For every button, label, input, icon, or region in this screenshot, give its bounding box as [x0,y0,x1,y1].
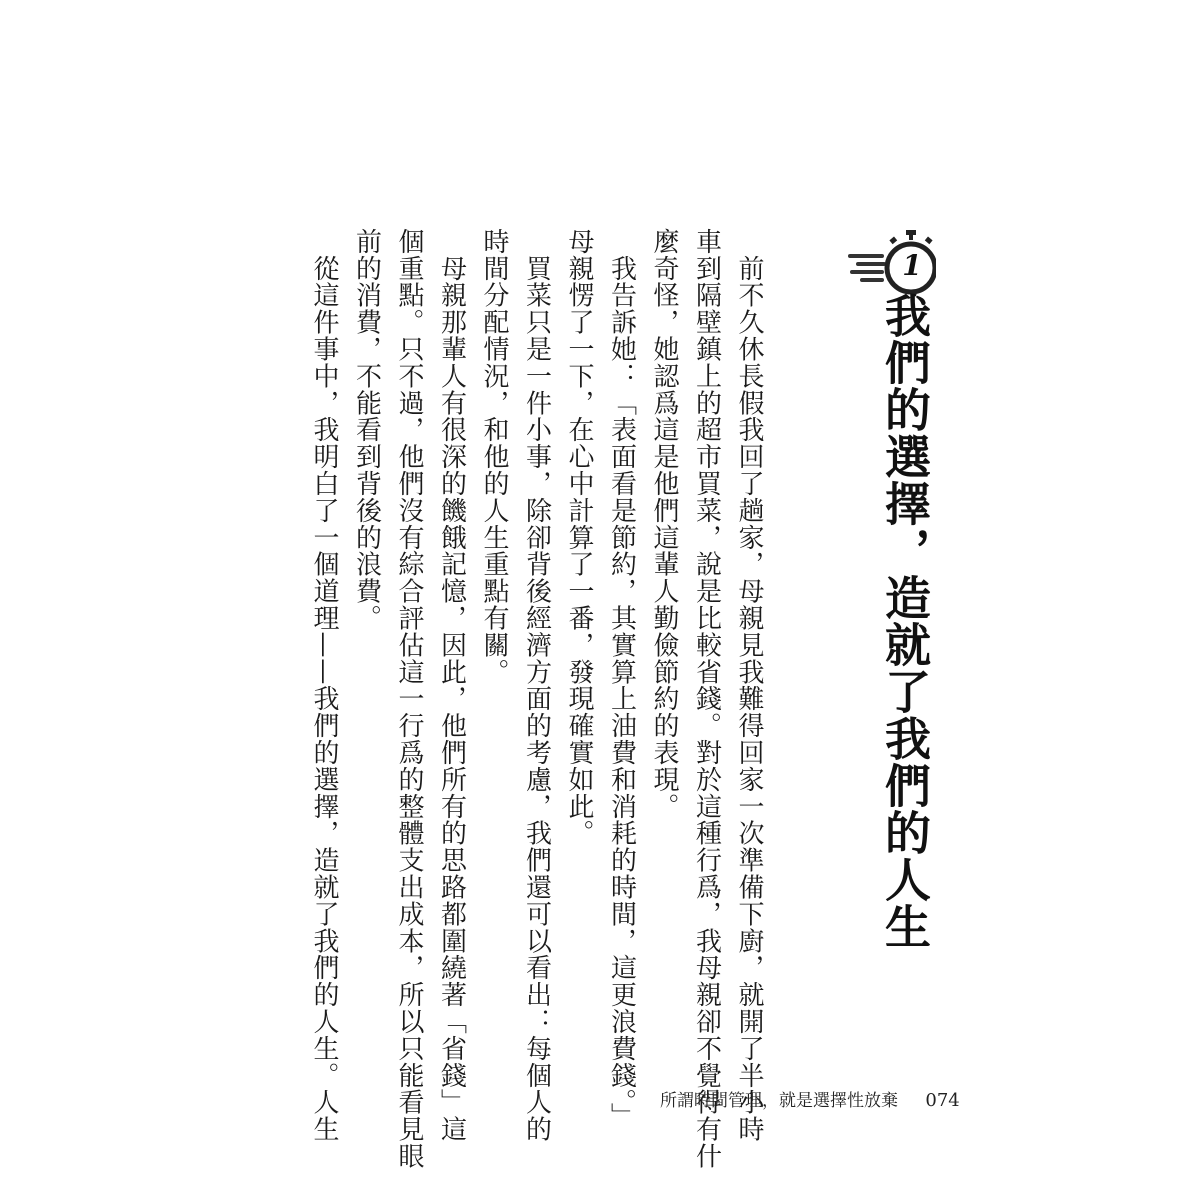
running-title: 所謂時間管理，就是選擇性放棄 [660,1091,898,1111]
body-line: 麼奇怪，她認爲這是他們這輩人勤儉節約的表現。 [649,228,679,820]
body-line: 時間分配情況，和他的人生重點有關。 [479,228,509,686]
page-number: 074 [925,1090,960,1111]
chapter-number: 1 [902,249,922,282]
body-line: 車到隔壁鎮上的超市買菜，說是比較省錢。對於這種行爲，我母親卻不覺得有什 [691,228,722,1170]
body-line: 前不久休長假我回了趟家，母親見我難得回家一次準備下廚，就開了半小時 [734,228,764,1143]
body-line: 母親愣了一下，在心中計算了一番，發現確實如此。 [564,228,594,847]
body-line: 前的消費，不能看到背後的浪費。 [351,228,382,632]
body-text [303,228,771,1170]
body-line: 買菜只是一件小事，除卻背後經濟方面的考慮，我們還可以看出：每個人的 [521,228,552,1143]
body-line: 個重點。只不過，他們沒有綜合評估這一行爲的整體支出成本，所以只能看見眼 [394,228,424,1170]
page-footer [660,1088,960,1114]
body-line: 母親那輩人有很深的饑餓記憶，因此，他們所有的思路都圍繞著「省錢」這 [436,228,467,1143]
body-line: 我告訴她：「表面看是節約，其實算上油費和消耗的時間，這更浪費錢。」 [606,228,637,1130]
body-line: 從這件事中，我明白了一個道理——我們的選擇，造就了我們的人生。人生 [309,228,339,1143]
chapter-title: 我們的選擇，造就了我們的人生 [878,292,932,950]
